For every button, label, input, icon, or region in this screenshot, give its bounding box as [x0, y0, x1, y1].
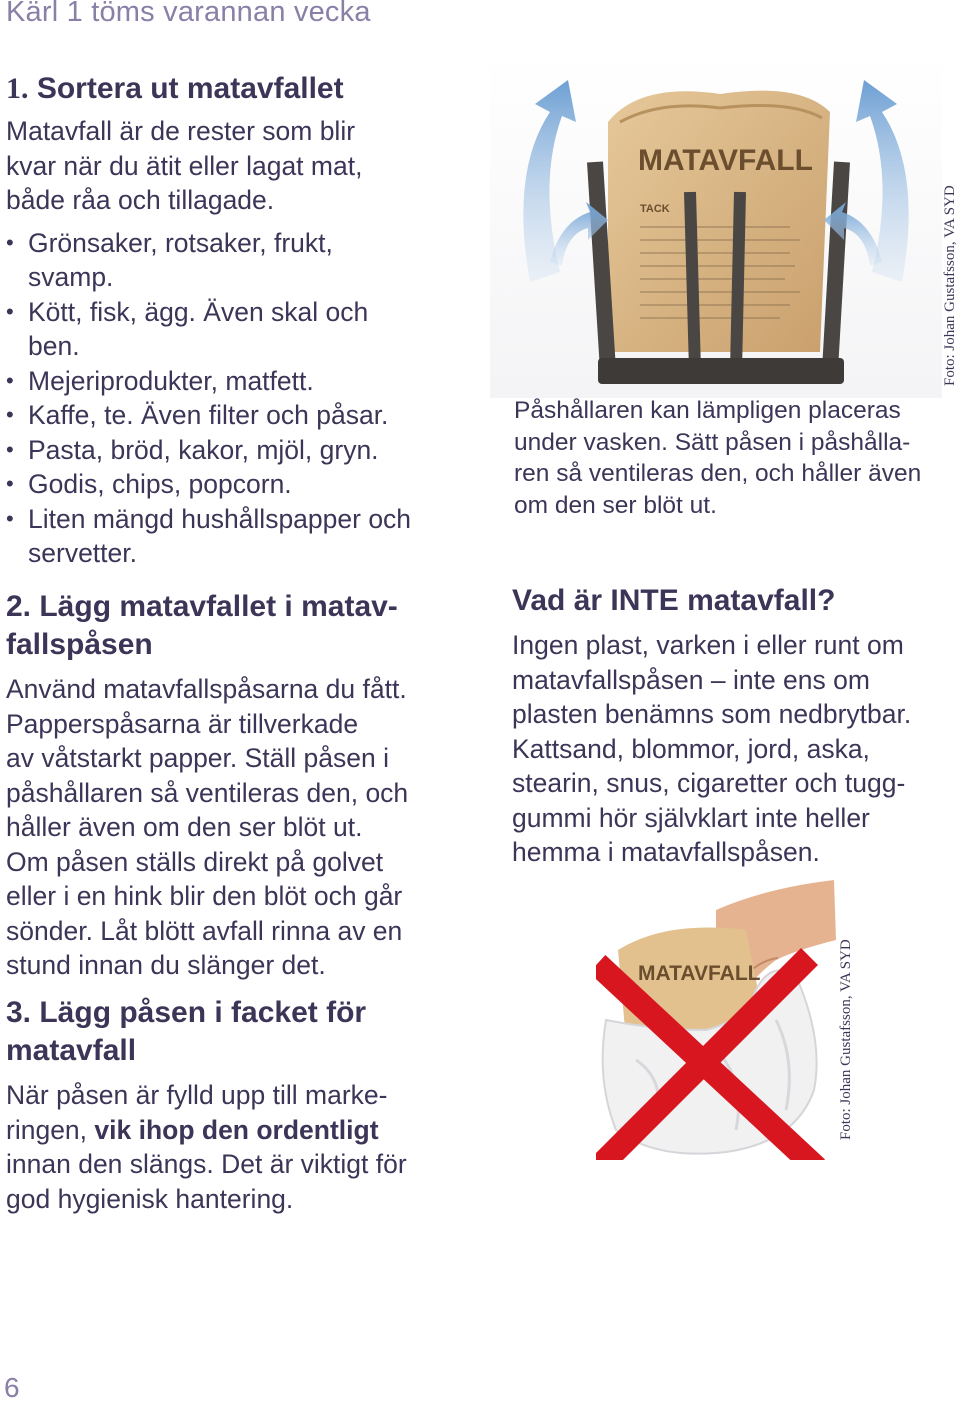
bag-small-text: TACK [640, 203, 670, 215]
section-3-heading: 3. Lägg påsen i facket för matavfall [6, 996, 367, 1067]
plastic-bag-photo [596, 880, 838, 1160]
section-sort-food-waste [6, 70, 476, 571]
section-2-heading: 2. Lägg matavfallet i matav- fallspåsen [6, 590, 398, 661]
bag-label: MATAVFALL [638, 144, 813, 177]
photo-1-caption: Påshållaren kan lämpligen placeras under vasken. Sätt påsen i påshålla- ren så ventileras den, och håller även om den ser blöt ut. [514, 397, 922, 519]
photo-2-bag-label: MATAVFALL [638, 962, 761, 985]
list-item: • Grönsaker, rotsaker, frukt, svamp. [6, 226, 476, 295]
not-food-waste-title: Vad är INTE matavfall? [512, 584, 836, 617]
list-item: • Liten mängd hushållspapper och servetter. [6, 502, 476, 571]
list-item: • Mejeriprodukter, matfett. [6, 364, 476, 399]
not-food-waste-body: Ingen plast, varken i eller runt om matavfallspåsen – inte ens om plasten benämns som nedbrytbar. Kattsand, blommor, jord, aska, stearin, snus, cigaretter och tugg- gummi hör självklart inte heller hemma i matavfallspåsen. [512, 630, 912, 867]
photo-2-credit: Foto: Johan Gustafsson, VA SYD [838, 939, 854, 1140]
section-1-number: 1. [6, 72, 29, 105]
page-header: Kärl 1 töms varannan vecka [6, 0, 371, 28]
photo-1-credit: Foto: Johan Gustafsson, VA SYD [942, 185, 958, 386]
section-1-heading [6, 70, 476, 108]
intro-line: kvar när du ätit eller lagat mat, [6, 150, 363, 181]
intro-line: Matavfall är de rester som blir [6, 116, 356, 146]
section-1-intro [6, 114, 476, 218]
page-number: 6 [4, 1372, 20, 1403]
list-item: • Kött, fisk, ägg. Även skal och ben. [6, 295, 476, 364]
section-not-food-waste [512, 582, 952, 870]
section-2-body: Använd matavfallspåsarna du fått. Papperspåsarna är tillverkade av våtstarkt papper. Ställ påsen i påshållaren så ventileras den, och håller även om den ser blöt ut. Om påsen ställs direkt på golvet eller i en hink blir den blöt och går sönder. Låt blött avfall rinna av en stund innan du slänger det. [6, 674, 409, 980]
bag-holder-photo [490, 52, 942, 398]
food-waste-list [6, 226, 476, 571]
list-item: • Kaffe, te. Även filter och påsar. [6, 398, 476, 433]
intro-line: både råa och tillagade. [6, 185, 275, 215]
section-put-in-bin [6, 994, 476, 1216]
list-item: • Pasta, bröd, kakor, mjöl, gryn. [6, 433, 476, 468]
section-put-in-bag [6, 588, 476, 983]
section-1-title: Sortera ut matavfallet [36, 72, 344, 105]
section-3-body: När påsen är fylld upp till marke- ringen, vik ihop den ordentligt innan den slängs. Det är viktigt för god hygienisk hantering. [6, 1080, 407, 1214]
list-item: • Godis, chips, popcorn. [6, 467, 476, 502]
